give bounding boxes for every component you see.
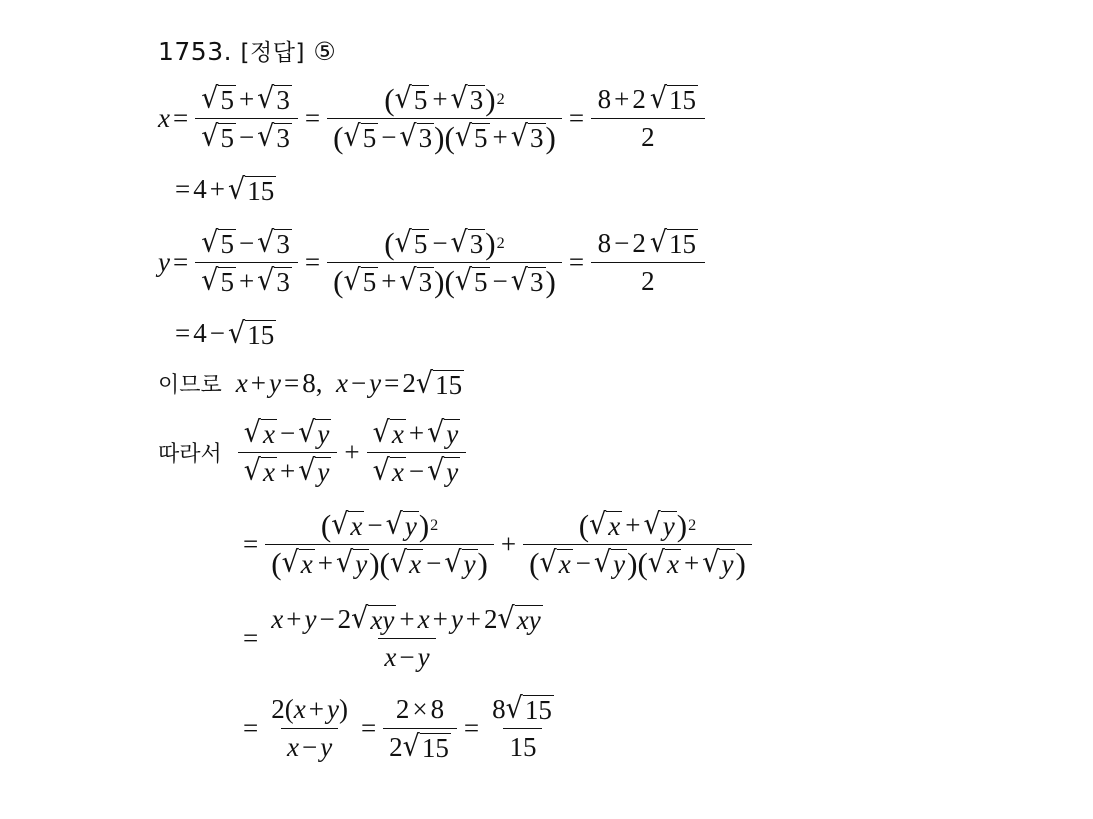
x-equation: x = √ 5 + √ 3 √ 5 − √ 3 = ( √ 5 + √ 3 ) 2 ( √ 5 − √ 3 )( √ 5 + √ 3 ) = 8 + 2 √ 15 2 xyxy=(158,84,709,153)
step-combine: = x + y − 2 √ xy + x + y + 2 √ xy x − y xyxy=(240,604,553,673)
fraction: x + y − 2 √ xy + x + y + 2 √ xy x − y xyxy=(271,601,541,672)
therefore-label: 이므로 xyxy=(158,373,222,399)
hence-expression: 따라서 √ x − √ y √ x + √ y + √ x + √ y √ x − √ y xyxy=(158,418,470,487)
fraction: 2( x + y ) x − y xyxy=(271,694,348,762)
fraction: √ 5 + √ 3 √ 5 − √ 3 xyxy=(195,84,298,153)
fraction: 2 × 8 2 √ 15 xyxy=(383,694,457,763)
hence-label: 따라서 xyxy=(158,442,222,467)
x-result: = 4 + √ 15 xyxy=(175,172,275,207)
fraction: √ 5 − √ 3 √ 5 + √ 3 xyxy=(195,228,298,297)
fraction: 8 + 2 √ 15 2 xyxy=(591,84,705,153)
y-equation: y = √ 5 − √ 3 √ 5 + √ 3 = ( √ 5 − √ 3 ) 2 ( √ 5 + √ 3 )( √ 5 − √ 3 ) = 8 − 2 √ 15 2 xyxy=(158,228,709,297)
fraction: ( √ x − √ y ) 2 ( √ x + √ y )( √ x − √ y ) xyxy=(265,510,494,579)
fraction: √ x − √ y √ x + √ y xyxy=(238,418,338,487)
fraction: ( √ 5 − √ 3 ) 2 ( √ 5 + √ 3 )( √ 5 − √ 3 ) xyxy=(327,228,562,297)
answer-label: [정답] xyxy=(240,40,305,66)
step-expand: = ( √ x − √ y ) 2 ( √ x + √ y )( √ x − √ y ) + ( √ x + √ y ) 2 ( √ x − √ y )( √ x + √ y ) xyxy=(240,510,756,579)
fraction: √ x + √ y √ x − √ y xyxy=(367,418,467,487)
problem-number: 1753. xyxy=(158,37,233,66)
y-result: = 4 − √ 15 xyxy=(175,316,275,351)
fraction: 8 √ 15 15 xyxy=(492,691,552,762)
fraction: 8 − 2 √ 15 2 xyxy=(591,228,705,297)
sum-diff-line: 이므로 x + y = 8, x − y = 2 √ 15 xyxy=(158,366,463,401)
fraction: ( √ 5 + √ 3 ) 2 ( √ 5 − √ 3 )( √ 5 + √ 3 ) xyxy=(327,84,562,153)
step-final: = 2( x + y ) x − y = 2 × 8 2 √ 15 = 8 √ 15 15 xyxy=(240,694,564,763)
fraction: ( √ x + √ y ) 2 ( √ x − √ y )( √ x + √ y ) xyxy=(523,510,752,579)
problem-header xyxy=(158,34,336,67)
answer-value: ⑤ xyxy=(313,37,337,66)
